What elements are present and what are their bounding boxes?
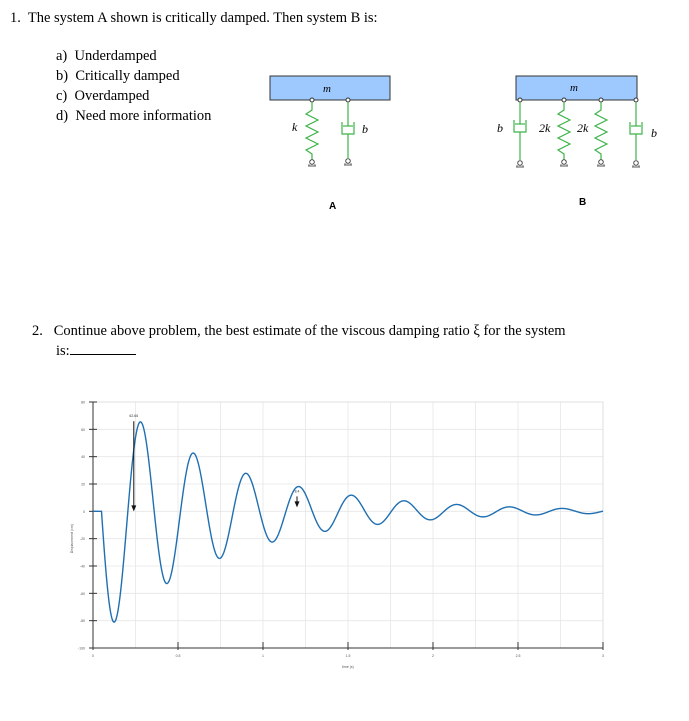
x-tick-label: 1.5 [345,654,351,658]
annotation-arrowhead [295,501,300,507]
spring-label-b-1: 2k [539,121,551,135]
q2-question: Continue above problem, the best estimate of the viscous damping ratio ξ for the system [53,323,566,339]
damper-b-right [630,102,642,160]
y-tick-label: 40 [81,455,85,460]
mass-label-b: m [570,82,578,94]
system-a [270,76,390,212]
system-b [497,76,657,208]
displacement-chart [0,390,689,690]
damper-b-left [514,102,526,160]
y-tick-label: 0 [83,509,85,514]
damper-label-b-left: b [497,121,503,135]
mass-label-a: m [323,83,331,95]
damper-label-a: b [362,122,368,136]
spring-label-b-2: 2k [577,121,589,135]
y-tick-label: -20 [79,537,85,542]
x-tick-label: 3 [602,654,604,658]
q2-text [32,322,566,340]
q2-number: 2. [32,323,43,339]
q2-line2 [56,341,136,360]
x-tick-label: 2 [432,654,434,658]
spring-b-1 [558,102,570,160]
y-tick-label: -100 [77,646,85,651]
q1-number: 1. [10,10,21,26]
spring-label-a: k [292,120,298,134]
x-tick-label: 0.5 [175,654,181,658]
damper-label-b-right: b [651,126,657,140]
answer-blank[interactable] [70,341,136,355]
y-tick-label: 60 [81,427,85,432]
y-tick-label: 80 [81,400,85,405]
option-a[interactable]: a) Underdamped [56,48,157,64]
spring-b-2 [595,102,607,160]
annotation-label: 62.66 [129,414,139,419]
x-tick-label: 1 [262,654,264,658]
damper-a [342,102,354,158]
mechanical-diagrams [0,60,689,290]
y-tick-label: -40 [79,564,85,569]
y-tick-label: 20 [81,482,85,487]
system-label-a: A [329,201,337,212]
y-tick-label: -80 [79,619,85,624]
annotation-label: 8.4 [294,489,300,494]
q1-question: The system A shown is critically damped. Then system B is: [27,10,378,26]
q1-text [10,9,378,27]
option-b[interactable]: b) Critically damped [56,68,180,84]
option-c[interactable]: c) Overdamped [56,88,150,104]
option-d[interactable]: d) Need more information [56,108,212,124]
x-tick-label: 0 [92,654,94,658]
y-axis-label: Displacement (cm) [70,524,74,554]
x-tick-label: 2.5 [515,654,521,658]
system-label-b: B [579,197,587,208]
spring-a [306,102,318,160]
x-axis-label: time (s) [342,665,354,669]
q2-is: is: [56,343,70,359]
y-tick-label: -60 [79,591,85,596]
